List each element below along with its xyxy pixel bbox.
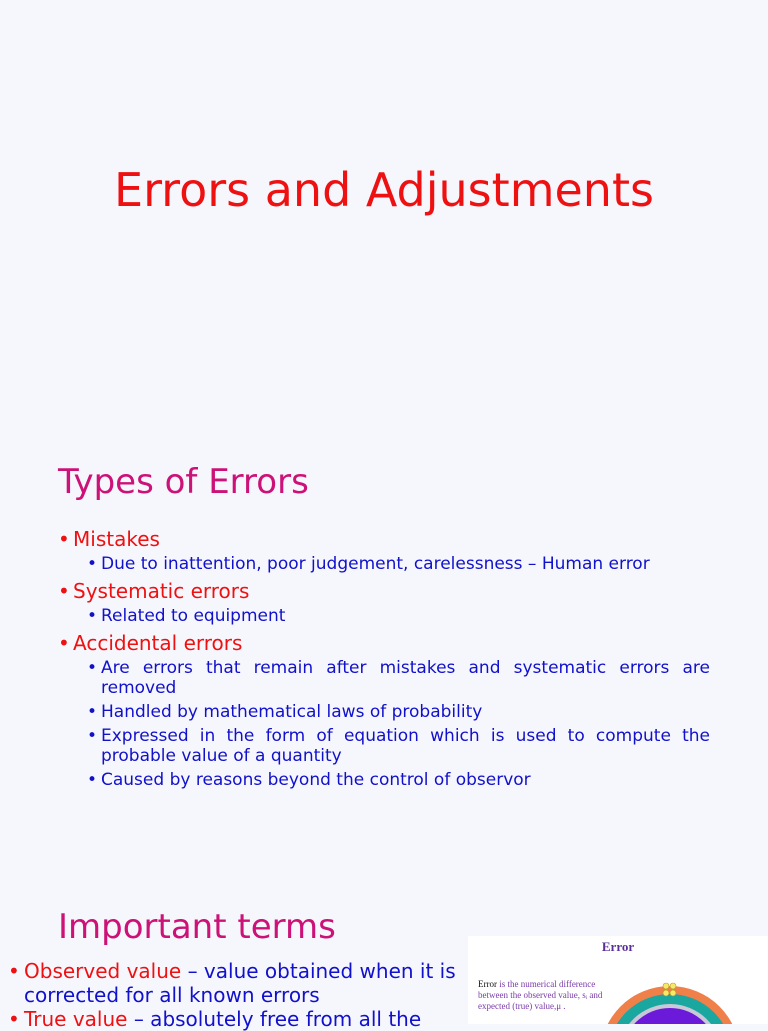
error-type-label: • Systematic errors bbox=[73, 579, 250, 603]
figure-caption bbox=[478, 979, 618, 1012]
term-item bbox=[8, 959, 463, 1007]
error-detail-item: • Due to inattention, poor judgement, carelessness – Human error bbox=[73, 554, 710, 574]
error-detail-item: • Are errors that remain after mistakes and systematic errors are removed bbox=[73, 658, 710, 698]
term-definition: – absolutely free from all the bbox=[127, 1007, 422, 1031]
slide-title-heading: Errors and Adjustments bbox=[114, 163, 654, 217]
target-rings-diagram bbox=[602, 982, 768, 1024]
term-name: True value bbox=[24, 1007, 128, 1031]
error-type-label: • Mistakes bbox=[73, 527, 160, 551]
term-name: Observed value bbox=[24, 959, 182, 983]
error-figure bbox=[468, 936, 768, 1024]
error-type-label: • Accidental errors bbox=[73, 631, 243, 655]
term-definition: – value obtained when it is corrected for all known errors bbox=[24, 959, 456, 1007]
term-item bbox=[8, 1007, 463, 1031]
terms-list bbox=[8, 959, 463, 1031]
error-detail-item: • Expressed in the form of equation which is used to compute the probable value of a quantity bbox=[73, 726, 710, 766]
error-detail-item: • Caused by reasons beyond the control of observor bbox=[73, 770, 710, 790]
important-terms-heading: Important terms bbox=[58, 907, 336, 947]
error-detail-item: • Related to equipment bbox=[73, 606, 710, 626]
slide-types-of-errors bbox=[0, 440, 768, 880]
slide-title bbox=[0, 0, 768, 420]
figure-caption-lead: Error bbox=[478, 979, 497, 989]
figure-caption-text: is the numerical difference between the observed value, sᵢ and expected (true) value,μ . bbox=[478, 979, 603, 1011]
shot-mark bbox=[670, 983, 676, 989]
error-detail-list bbox=[73, 554, 710, 574]
error-type-item bbox=[58, 526, 710, 574]
error-types-list bbox=[58, 526, 710, 794]
shot-mark bbox=[663, 983, 669, 989]
error-type-item bbox=[58, 630, 710, 790]
error-detail-list bbox=[73, 658, 710, 790]
error-type-item bbox=[58, 578, 710, 626]
shot-mark bbox=[670, 990, 676, 996]
error-detail-item: • Handled by mathematical laws of probability bbox=[73, 702, 710, 722]
shot-mark bbox=[663, 990, 669, 996]
figure-title: Error bbox=[601, 939, 635, 954]
types-of-errors-heading: Types of Errors bbox=[58, 462, 309, 502]
error-detail-list bbox=[73, 606, 710, 626]
